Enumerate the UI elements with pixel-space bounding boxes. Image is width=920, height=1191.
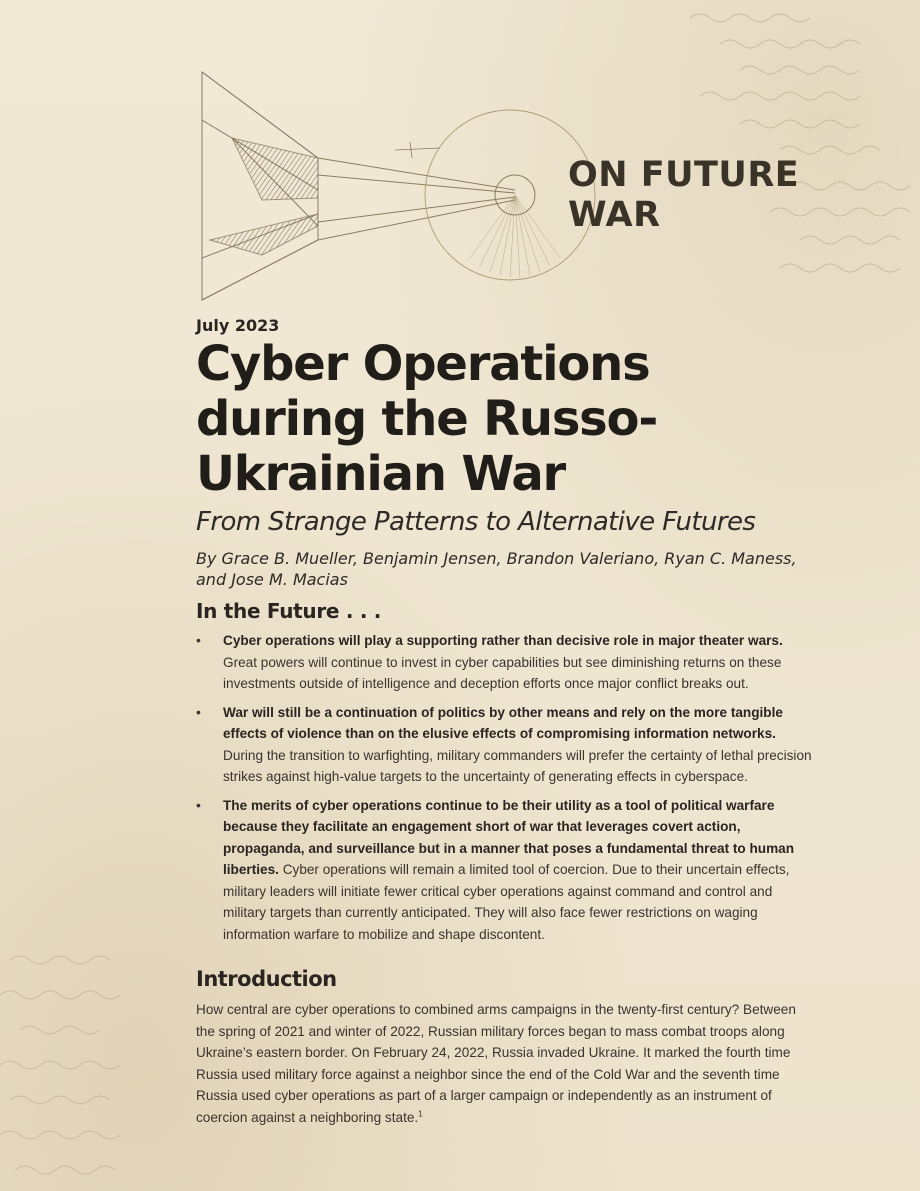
series-title: ON FUTURE WAR: [568, 155, 800, 235]
handwriting-bottom-left: [0, 956, 120, 1174]
authors-line: By Grace B. Mueller, Benjamin Jensen, Brandon Valeriano, Ryan C. Maness, and Jose M. Macias: [196, 549, 797, 589]
bullet-dot-icon: •: [196, 703, 201, 720]
dart-drawing: [202, 72, 595, 300]
introduction-paragraph: [196, 999, 816, 1128]
bullet-lead: Cyber operations will play a supporting rather than decisive role in major theater wars.: [223, 633, 783, 648]
list-item: [196, 795, 816, 946]
bullet-text: Great powers will continue to invest in cyber capabilities but see diminishing returns on these investments outside of intelligence and deception efforts once major conflict breaks out.: [223, 654, 782, 691]
bullet-lead: The merits of cyber operations continue to be their utility as a tool of political warfare because they facilitate an engagement short of war that leverages covert action, propaganda, and surveillance but in a manner that poses a fundamental threat to human liberties.: [223, 797, 795, 877]
bullet-text: Cyber operations will remain a limited tool of coercion. Due to their uncertain effects, military leaders will initiate fewer critical cyber operations against command and control and military targets than currently anticipated. They will also face fewer restrictions on waging information warfare to mobilize and shape discontent.: [223, 862, 790, 942]
bullet-text: During the transition to warfighting, military commanders will prefer the certainty of lethal precision strikes against high-value targets to the uncertainty of generating effects in cyberspace.: [223, 747, 812, 784]
report-subtitle: From Strange Patterns to Alternative Futures: [196, 507, 756, 537]
footnote-marker[interactable]: 1: [418, 1108, 423, 1118]
introduction-heading: Introduction: [196, 967, 337, 991]
publication-date: July 2023: [196, 316, 280, 335]
future-heading: In the Future . . .: [196, 599, 382, 623]
main-content: [196, 316, 816, 1128]
bullet-dot-icon: •: [196, 796, 201, 813]
bullet-lead: War will still be a continuation of politics by other means and rely on the more tangible effects of violence than on the elusive effects of compromising information networks.: [223, 704, 783, 741]
introduction-text: How central are cyber operations to combined arms campaigns in the twenty-first century? Between the spring of 2021 and winter of 2022, Russian military forces began to mass combat troops along Ukraine’s eastern border. On February 24, 2022, Russia invaded Ukraine. It marked the fourth time Russia used military force against a neighbor since the end of the Cold War and the seventh time Russia used cyber operations as part of a larger campaign or independently as an instrument of coercion against a neighboring state.: [196, 1002, 796, 1125]
list-item: [196, 630, 816, 695]
report-title: Cyber Operations during the Russo-Ukrainian War: [196, 336, 658, 502]
list-item: [196, 702, 816, 788]
bullet-dot-icon: •: [196, 632, 201, 648]
future-bullet-list: [196, 630, 816, 945]
